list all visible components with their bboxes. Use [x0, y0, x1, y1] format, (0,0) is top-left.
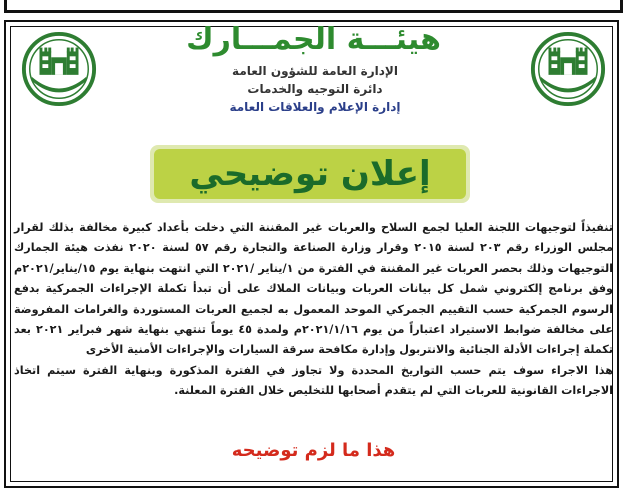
department-line: إدارة الإعلام والعلاقات العامة — [229, 100, 401, 114]
department-line: دائرة التوجيه والخدمات — [247, 82, 383, 96]
authority-name: هيئـــة الجمـــارك — [186, 22, 441, 57]
banner-title: إعلان توضيحي — [189, 154, 431, 194]
top-border — [0, 0, 627, 20]
customs-emblem-icon — [529, 30, 607, 108]
announcement-body — [14, 218, 613, 402]
customs-emblem-icon — [20, 30, 98, 108]
body-paragraph: هذا الاجراء سوف يتم حسب التواريخ المحددة ولا تجاوز في الفترة المذكورة وبنهاية الفترة سيتم اتخاذ الاجراءات القانونية للعربات التي لم يتقدم أصحابها للتخليص خلال الفترة المعلنة. — [14, 363, 613, 398]
department-line: الإدارة العامة للشؤون العامة — [232, 64, 398, 78]
announcement-banner — [150, 145, 470, 203]
body-paragraph: تنفيذاً لتوجيهات اللجنة العليا لجمع السلاح والعربات غير المقننة التي دخلت بأعداد كبيرة مخالفة بذلك لقرار مجلس الوزراء رقم ٢٠٣ لسنة ٢٠١٥ وقرار وزارة الصناعة والتجارة رقم ٥٧ لسنة ٢٠٢٠ نفذت هيئة الجمارك التوجيهات وذلك بحصر العربات غير المقننة في الفترة من ١/يناير /٢٠٢١ التي انتهت بنهاية يوم ١٥/يناير/٢٠٢١م وفق برنامج إلكتروني شمل كل بيانات العربات وبيانات الملاك على أن تبدأ تكملة الإجراءات الجمركية بدفع الرسوم الجمركية حسب التقييم الجمركي الموحد المعمول به لجميع العربات المستوردة والغرامات المفروضة على مخالفة ضوابط الاستيراد اعتباراً من يوم ٢٠٢١/١/١٦م ولمدة ٤٥ يوماً تنتهي بنهاية شهر فبراير ٢٠٢١ بعد تكملة إجراءات الأدلة الجنائية والانتربول وإدارة مكافحة سرقة السيارات والإجراءات الأمنية الأخرى — [14, 221, 613, 357]
closing-note: هذا ما لزم توضيحه — [231, 440, 396, 461]
